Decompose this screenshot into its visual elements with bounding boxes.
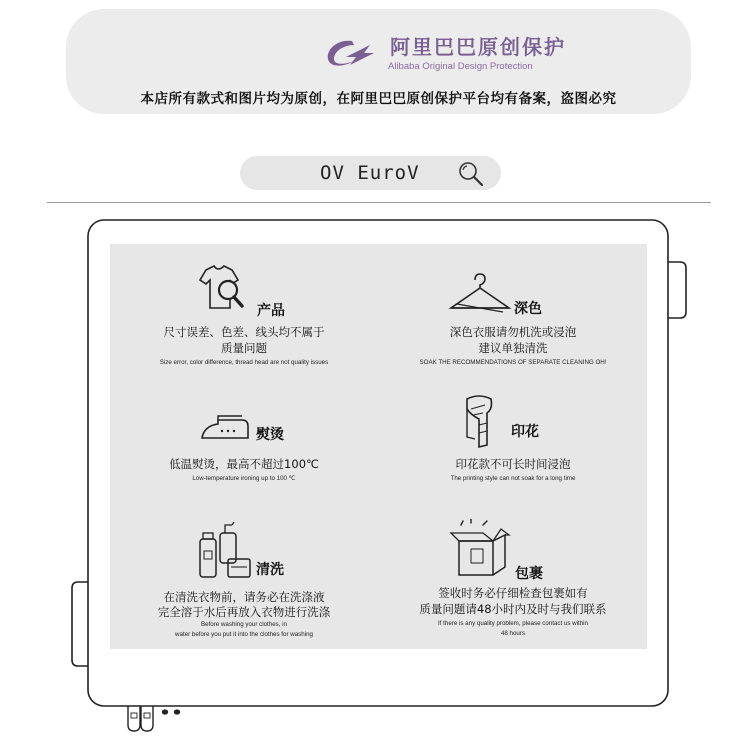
care-text-parcel-1: 签收时务必仔细检查包裹如有 [438,586,588,600]
care-text-ironing: 低温熨烫，最高不超过100℃ [169,457,319,471]
care-item-product [110,264,378,374]
parcel-box-icon [449,519,513,581]
hanger-icon [447,272,513,316]
detergent-bottles-icon [196,519,254,581]
brand-title-cn: 阿里巴巴原创保护 [390,35,566,59]
iron-icon [198,414,254,442]
care-title-ironing: 熨烫 [256,427,284,443]
care-en-dark-color: SOAK THE RECOMMENDATIONS OF SEPARATE CLEANING OH! [419,359,607,366]
care-item-dark-color [379,264,647,374]
care-item-ironing [110,394,378,484]
care-item-washing [110,519,378,644]
care-item-parcel [379,519,647,644]
care-en-print: The printing style can not soak for a long time [450,475,576,482]
care-title-product: 产品 [257,303,285,319]
care-title-print: 印花 [511,424,539,440]
care-title-parcel: 包裹 [515,566,543,582]
brand-title-en: Alibaba Original Design Protection [388,61,533,72]
scarf-icon [459,395,499,451]
care-text-dark-color-2: 建议单独清洗 [478,341,548,355]
care-en-washing-2: water before you put it into the clothes for washing [175,631,313,638]
care-text-washing-2: 完全溶于水后再放入衣物进行洗涤 [157,605,331,619]
care-text-washing-1: 在清洗衣物前，请务必在洗涤液 [163,590,325,604]
care-title-dark-color: 深色 [514,301,542,317]
care-instructions-panel [110,244,647,649]
care-text-print: 印花款不可长时间浸泡 [455,457,571,471]
care-en-product: Size error, color difference, thread head are not quality issues [159,359,329,366]
care-title-washing: 清洗 [256,562,284,578]
copyright-notice: 本店所有款式和图片均为原创，在阿里巴巴原创保护平台均有备案，盗图必究 [140,91,617,107]
care-text-parcel-2: 质量问题请48小时内及时与我们联系 [419,602,607,616]
care-en-washing-1: Before washing your clothes, in [201,621,287,628]
care-en-parcel-2: 48 hours [500,630,526,637]
tshirt-magnifier-icon [192,264,252,316]
care-item-print [379,389,647,484]
care-text-product-2: 质量问题 [221,341,267,355]
care-en-ironing: Low-temperature ironing up to 100 ℃ [192,475,296,482]
care-en-parcel-1: If there is any quality problem, please contact us within [438,620,588,627]
search-query[interactable]: OV EuroV [320,162,420,184]
care-text-product-1: 尺寸误差、色差、线头均不属于 [163,325,325,339]
care-text-dark-color-1: 深色衣服请勿机洗或浸泡 [449,325,577,339]
